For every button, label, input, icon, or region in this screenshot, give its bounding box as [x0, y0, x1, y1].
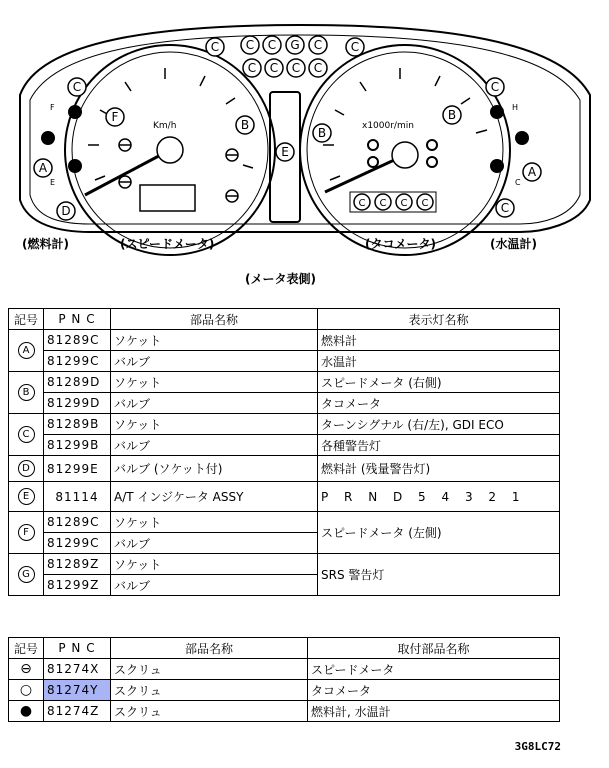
- pnc-cell: 81299E: [44, 456, 111, 482]
- table-row: [9, 393, 560, 414]
- pnc-cell: 81289D: [44, 372, 111, 393]
- table-header-row: [9, 638, 560, 659]
- symbol-cell: [9, 554, 44, 596]
- callout-b: B: [240, 118, 250, 132]
- lamp-name-cell: 各種警告灯: [318, 435, 560, 456]
- symbol-cell: [9, 456, 44, 482]
- part-name-cell: A/T インジケータ ASSY: [111, 482, 318, 512]
- callout-a: A: [38, 161, 48, 175]
- part-name-cell: バルブ: [111, 351, 318, 372]
- callout-c: C: [313, 38, 323, 52]
- speedometer-label: (スピードメータ): [120, 237, 215, 251]
- pnc-cell: 81274X: [44, 659, 111, 680]
- callout-c: C: [72, 80, 82, 94]
- callout-c: C: [313, 61, 323, 75]
- filled-circle-icon: ●: [9, 701, 44, 722]
- pnc-cell: 81289C: [44, 512, 111, 533]
- mount-name-cell: タコメータ: [308, 680, 560, 701]
- callout-f: F: [111, 110, 119, 124]
- callout-c: C: [267, 38, 277, 52]
- pnc-cell: 81299C: [44, 351, 111, 372]
- table-row: [9, 482, 560, 512]
- lamp-name-cell: スピードメータ (左側): [318, 512, 560, 554]
- header-symbol: 記号: [9, 309, 44, 330]
- callout-c: C: [421, 198, 429, 209]
- pnc-cell: 81289B: [44, 414, 111, 435]
- fuel-empty-mark: E: [50, 178, 56, 187]
- callout-c: C: [291, 61, 301, 75]
- temp-hot-mark: H: [512, 103, 519, 112]
- part-name-cell: ソケット: [111, 330, 318, 351]
- part-name-cell: バルブ (ソケット付): [111, 456, 318, 482]
- part-name-cell: バルブ: [111, 435, 318, 456]
- part-name-cell: ソケット: [111, 554, 318, 575]
- view-caption: (メータ表側): [245, 272, 316, 286]
- pnc-cell: 81289C: [44, 330, 111, 351]
- callout-c: C: [358, 198, 366, 209]
- mount-name-cell: 燃料計, 水温計: [308, 701, 560, 722]
- pnc-cell: 81289Z: [44, 554, 111, 575]
- callout-b: B: [447, 108, 457, 122]
- pnc-cell: 81114: [44, 482, 111, 512]
- mount-name-cell: スピードメータ: [308, 659, 560, 680]
- symbol-cell: [9, 482, 44, 512]
- callout-b: B: [317, 126, 327, 140]
- header-lamp-name: 表示灯名称: [318, 309, 560, 330]
- part-name-cell: バルブ: [111, 533, 318, 554]
- callout-c: C: [500, 201, 510, 215]
- callout-c: C: [350, 40, 360, 54]
- callout-c: C: [490, 80, 500, 94]
- part-name-cell: ソケット: [111, 372, 318, 393]
- temp-cold-mark: C: [515, 178, 521, 187]
- part-name-cell: スクリュ: [111, 701, 308, 722]
- callout-e: E: [281, 145, 289, 159]
- callout-a: A: [527, 165, 537, 179]
- callout-c: C: [245, 38, 255, 52]
- lamp-name-cell: 燃料計: [318, 330, 560, 351]
- callout-c: C: [247, 61, 257, 75]
- lamp-name-cell: スピードメータ (右側): [318, 372, 560, 393]
- part-name-cell: バルブ: [111, 575, 318, 596]
- part-name-cell: バルブ: [111, 393, 318, 414]
- symbol-f: F: [18, 524, 35, 541]
- fuel-full-mark: F: [50, 103, 55, 112]
- header-part-name: 部品名称: [111, 309, 318, 330]
- header-pnc: P N C: [44, 309, 111, 330]
- callout-g: G: [290, 38, 300, 52]
- temp-gauge-label: (水温計): [490, 237, 537, 251]
- header-symbol: 記号: [9, 638, 44, 659]
- symbol-a: A: [18, 342, 35, 359]
- table-row: [9, 680, 560, 701]
- part-name-cell: スクリュ: [111, 659, 308, 680]
- tachometer-label: (タコメータ): [365, 237, 436, 251]
- lamp-name-cell: タコメータ: [318, 393, 560, 414]
- callout-c: C: [210, 40, 220, 54]
- lamp-name-cell: SRS 警告灯: [318, 554, 560, 596]
- bulb-parts-table: [8, 308, 560, 596]
- pnc-cell: 81299Z: [44, 575, 111, 596]
- symbol-e: E: [18, 488, 35, 505]
- symbol-cell: [9, 512, 44, 554]
- hollow-circle-icon: ○: [9, 680, 44, 701]
- lamp-name-cell: 燃料計 (残量警告灯): [318, 456, 560, 482]
- table-row: [9, 414, 560, 435]
- header-pnc: P N C: [44, 638, 111, 659]
- tach-unit: x1000r/min: [362, 121, 414, 131]
- table-row: [9, 330, 560, 351]
- table-row: [9, 701, 560, 722]
- figure-code: 3G8LC72: [514, 740, 561, 753]
- symbol-c: C: [18, 426, 35, 443]
- lamp-name-cell: P R N D 5 4 3 2 1: [318, 482, 560, 512]
- symbol-cell: [9, 330, 44, 372]
- table-row: [9, 512, 560, 533]
- callout-c: C: [379, 198, 387, 209]
- fuel-gauge-label: (燃料計): [22, 237, 69, 251]
- part-name-cell: ソケット: [111, 414, 318, 435]
- speed-unit: Km/h: [153, 121, 177, 131]
- symbol-cell: [9, 372, 44, 414]
- table-row: [9, 456, 560, 482]
- table-row: [9, 372, 560, 393]
- lamp-name-cell: 水温計: [318, 351, 560, 372]
- callout-c: C: [400, 198, 408, 209]
- table-header-row: [9, 309, 560, 330]
- pnc-cell: 81274Z: [44, 701, 111, 722]
- instrument-cluster-diagram: [0, 0, 609, 300]
- symbol-g: G: [18, 566, 35, 583]
- callout-c: C: [269, 61, 279, 75]
- symbol-b: B: [18, 384, 35, 401]
- part-name-cell: ソケット: [111, 512, 318, 533]
- table-row: [9, 554, 560, 575]
- header-mount-name: 取付部品名称: [308, 638, 560, 659]
- symbol-d: D: [18, 460, 35, 477]
- table-row: [9, 435, 560, 456]
- table-row: [9, 351, 560, 372]
- table-row: [9, 659, 560, 680]
- pnc-cell: 81299B: [44, 435, 111, 456]
- lamp-name-cell: ターンシグナル (右/左), GDI ECO: [318, 414, 560, 435]
- symbol-cell: [9, 414, 44, 456]
- callout-d: D: [61, 204, 71, 218]
- part-name-cell: スクリュ: [111, 680, 308, 701]
- minus-screw-icon: ⊖: [9, 659, 44, 680]
- pnc-cell-selected[interactable]: 81274Y: [44, 680, 111, 701]
- pnc-cell: 81299C: [44, 533, 111, 554]
- pnc-cell: 81299D: [44, 393, 111, 414]
- screw-parts-table: [8, 637, 560, 722]
- header-part-name: 部品名称: [111, 638, 308, 659]
